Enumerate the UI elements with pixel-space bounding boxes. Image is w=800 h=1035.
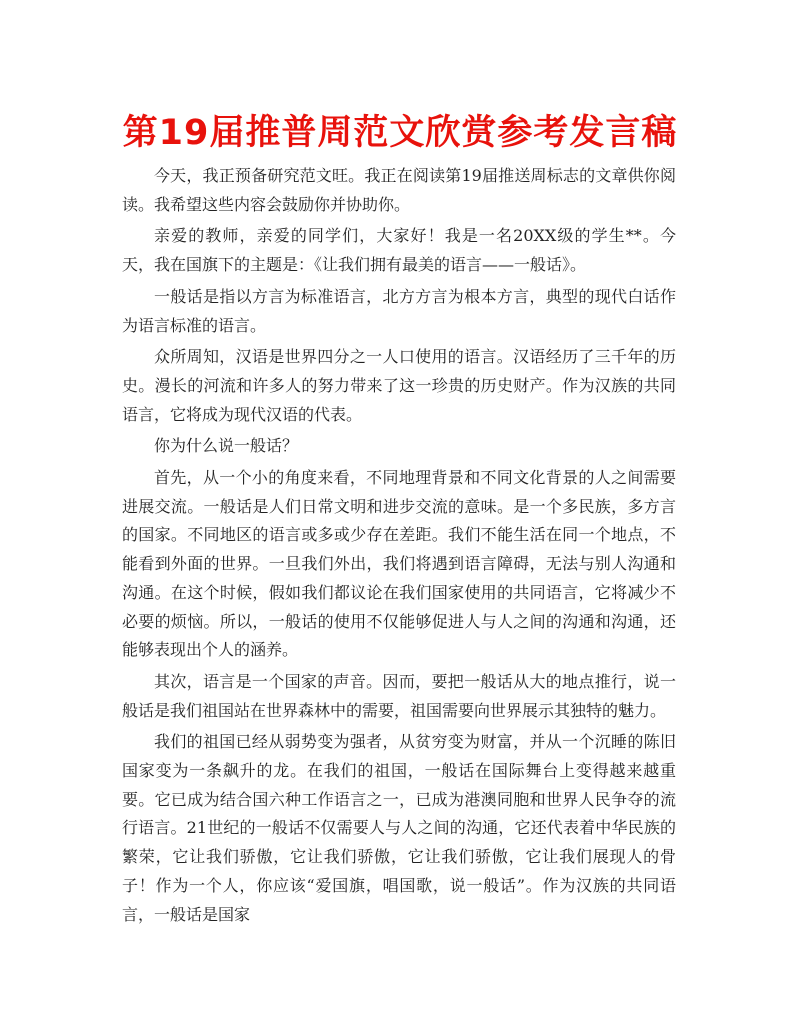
paragraph-second-reason: 其次，语言是一个国家的声音。因而，要把一般话从大的地点推行，说一般话是我们祖国站在世界森林中的需要，祖国需要向世界展示其独特的魅力。 <box>122 671 676 720</box>
paragraph-intro: 今天，我正预备研究范文旺。我正在阅读第19届推送周标志的文章供你阅读。我希望这些内容会鼓励你并协助你。 <box>122 166 676 214</box>
paragraph-question: 你为什么说一般话？ <box>154 436 299 456</box>
document-title: 第19届推普周范文欣赏参考发言稿 <box>122 113 678 153</box>
paragraph-motherland: 我们的祖国已经从弱势变为强者，从贫穷变为财富，并从一个沉睡的陈旧国家变为一条飙升的龙。在我们的祖国，一般话在国际舞台上变得越来越重要。它已成为结合国六种工作语言之一，已成为港澳同胞和世界人民争夺的流行语言。21世纪的一般话不仅需要人与人之间的沟通，它还代表着中华民族的繁荣，它让我们骄傲，它让我们骄傲，它让我们骄傲，它让我们展现人的骨子！作为一个人，你应该“爱国旗，唱国歌，说一般话”。作为汉族的共同语言，一般话是国家 <box>122 732 676 924</box>
document-body <box>122 162 676 932</box>
paragraph-first-reason: 首先，从一个小的角度来看，不同地理背景和不同文化背景的人之间需要进展交流。一般话是人们日常文明和进步交流的意味。是一个多民族，多方言的国家。不同地区的语言或多或少存在差距。我们不能生活在同一个地点，不能看到外面的世界。一旦我们外出，我们将遇到语言障碍，无法与别人沟通和沟通。在这个时候，假如我们都议论在我们国家使用的共同语言，它将减少不必要的烦恼。所以，一般话的使用不仅能够促进人与人之间的沟通和沟通，还能够表现出个人的涵养。 <box>122 468 676 660</box>
paragraph-definition: 一般话是指以方言为标准语言，北方方言为根本方言，典型的现代白话作为语言标准的语言。 <box>122 286 676 335</box>
paragraph-greeting: 亲爱的教师，亲爱的同学们，大家好！我是一名20XX级的学生**。今天，我在国旗下的主题是：《让我们拥有最美的语言——一般话》。 <box>122 226 676 275</box>
paragraph-history: 众所周知，汉语是世界四分之一人口使用的语言。汉语经历了三千年的历史。漫长的河流和许多人的努力带来了这一珍贵的历史财产。作为汉族的共同语言，它将成为现代汉语的代表。 <box>122 347 676 424</box>
